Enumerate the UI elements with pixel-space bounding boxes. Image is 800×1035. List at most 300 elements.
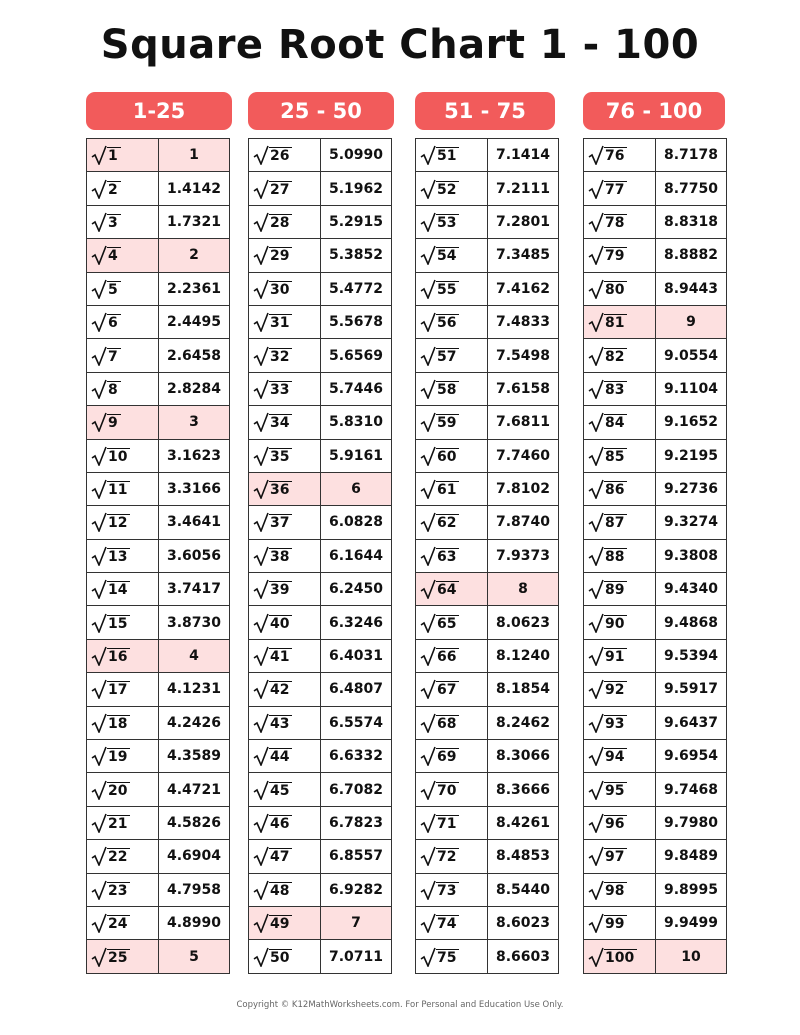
- table-row: [249, 573, 392, 606]
- radical-expression: [91, 479, 130, 499]
- root-value-cell: 6: [321, 472, 392, 505]
- number-cell: [87, 606, 159, 639]
- square-root-icon: [253, 846, 269, 866]
- square-root-icon: [91, 813, 107, 833]
- square-root-icon: [420, 279, 436, 299]
- number-cell: [249, 172, 321, 205]
- square-root-icon: [588, 512, 604, 532]
- root-value-cell: 5.0990: [321, 139, 392, 172]
- table-row: [87, 706, 230, 739]
- root-value-cell: 9.6954: [656, 740, 727, 773]
- table-row: [249, 639, 392, 672]
- table-row: [249, 773, 392, 806]
- radicand: 93: [604, 715, 627, 733]
- square-root-icon: [420, 245, 436, 265]
- radicand: 12: [107, 514, 130, 532]
- radical-expression: [420, 880, 459, 900]
- radical-expression: [91, 346, 121, 366]
- radical-expression: [253, 780, 292, 800]
- radical-expression: [588, 179, 627, 199]
- radicand: 55: [436, 281, 459, 299]
- radical-expression: [588, 679, 627, 699]
- radical-expression: [420, 245, 459, 265]
- number-cell: [87, 539, 159, 572]
- root-value-cell: 3.1623: [159, 439, 230, 472]
- table-row: [416, 506, 559, 539]
- table-row: [584, 773, 727, 806]
- table-row: [87, 439, 230, 472]
- table-row: [584, 706, 727, 739]
- table-row: [584, 639, 727, 672]
- square-root-icon: [420, 880, 436, 900]
- root-value-cell: 9.1652: [656, 406, 727, 439]
- square-root-icon: [588, 412, 604, 432]
- root-value-cell: 2.8284: [159, 372, 230, 405]
- square-root-icon: [91, 479, 107, 499]
- radicand: 84: [604, 414, 627, 432]
- square-root-icon: [91, 846, 107, 866]
- root-value-cell: 6.4807: [321, 673, 392, 706]
- root-value-cell: 5.2915: [321, 205, 392, 238]
- radical-expression: [91, 312, 121, 332]
- table-row: [249, 406, 392, 439]
- number-cell: [249, 806, 321, 839]
- square-root-icon: [588, 179, 604, 199]
- number-cell: [584, 906, 656, 939]
- radicand: 16: [107, 648, 130, 666]
- root-value-cell: 8.6023: [488, 906, 559, 939]
- radicand: 37: [269, 514, 292, 532]
- number-cell: [249, 539, 321, 572]
- table-row: [416, 773, 559, 806]
- table-row: [87, 740, 230, 773]
- number-cell: [249, 305, 321, 338]
- root-value-cell: 8.4261: [488, 806, 559, 839]
- radicand: 44: [269, 748, 292, 766]
- square-root-icon: [588, 479, 604, 499]
- radical-expression: [420, 346, 459, 366]
- root-value-cell: 4.1231: [159, 673, 230, 706]
- table-row: [416, 940, 559, 973]
- number-cell: [87, 372, 159, 405]
- number-cell: [249, 740, 321, 773]
- radicand: 98: [604, 882, 627, 900]
- radicand: 46: [269, 815, 292, 833]
- radical-expression: [588, 312, 627, 332]
- table-row: [87, 406, 230, 439]
- radicand: 34: [269, 414, 292, 432]
- root-value-cell: 7.4833: [488, 305, 559, 338]
- radicand: 58: [436, 381, 459, 399]
- table-row: [416, 639, 559, 672]
- radical-expression: [91, 579, 130, 599]
- radicand: 97: [604, 848, 627, 866]
- root-value-cell: 9.7980: [656, 806, 727, 839]
- radicand: 48: [269, 882, 292, 900]
- table-row: [87, 806, 230, 839]
- radical-expression: [588, 346, 627, 366]
- number-cell: [249, 272, 321, 305]
- radicand: 15: [107, 615, 130, 633]
- table-row: [584, 806, 727, 839]
- root-value-cell: 4.4721: [159, 773, 230, 806]
- number-cell: [249, 673, 321, 706]
- table-row: [584, 239, 727, 272]
- root-value-cell: 6.6332: [321, 740, 392, 773]
- number-cell: [87, 740, 159, 773]
- root-value-cell: 6.1644: [321, 539, 392, 572]
- square-root-icon: [253, 479, 269, 499]
- radicand: 70: [436, 782, 459, 800]
- number-cell: [416, 472, 488, 505]
- radicand: 82: [604, 348, 627, 366]
- radical-expression: [253, 412, 292, 432]
- number-cell: [87, 472, 159, 505]
- number-cell: [584, 406, 656, 439]
- root-value-cell: 6.8557: [321, 840, 392, 873]
- root-value-cell: 9.5394: [656, 639, 727, 672]
- square-root-icon: [253, 579, 269, 599]
- radicand: 14: [107, 581, 130, 599]
- table-row: [87, 272, 230, 305]
- root-value-cell: 3.7417: [159, 573, 230, 606]
- number-cell: [416, 940, 488, 973]
- radicand: 90: [604, 615, 627, 633]
- number-cell: [416, 706, 488, 739]
- table-row: [87, 940, 230, 973]
- number-cell: [249, 773, 321, 806]
- square-root-icon: [588, 713, 604, 733]
- number-cell: [249, 639, 321, 672]
- number-cell: [87, 205, 159, 238]
- radical-expression: [253, 813, 292, 833]
- radicand: 68: [436, 715, 459, 733]
- root-value-cell: 6.2450: [321, 573, 392, 606]
- radicand: 95: [604, 782, 627, 800]
- radical-expression: [588, 846, 627, 866]
- number-cell: [584, 439, 656, 472]
- radical-expression: [253, 212, 292, 232]
- table-row: [584, 406, 727, 439]
- square-root-icon: [588, 813, 604, 833]
- root-value-cell: 7.4162: [488, 272, 559, 305]
- root-value-cell: 8.5440: [488, 873, 559, 906]
- square-root-icon: [253, 245, 269, 265]
- table-row: [416, 906, 559, 939]
- radicand: 73: [436, 882, 459, 900]
- root-value-cell: 2.4495: [159, 305, 230, 338]
- radical-expression: [420, 212, 459, 232]
- square-root-icon: [253, 880, 269, 900]
- number-cell: [249, 840, 321, 873]
- number-cell: [87, 940, 159, 973]
- radical-expression: [91, 780, 130, 800]
- table-row: [416, 406, 559, 439]
- number-cell: [584, 139, 656, 172]
- radicand: 41: [269, 648, 292, 666]
- square-root-icon: [253, 312, 269, 332]
- square-root-icon: [91, 245, 107, 265]
- radical-expression: [253, 546, 292, 566]
- radical-expression: [253, 880, 292, 900]
- radical-expression: [91, 412, 121, 432]
- radical-expression: [420, 546, 459, 566]
- radical-expression: [91, 179, 121, 199]
- radical-expression: [588, 412, 627, 432]
- root-value-cell: 9.5917: [656, 673, 727, 706]
- square-root-icon: [420, 713, 436, 733]
- number-cell: [584, 339, 656, 372]
- root-value-cell: 7.3485: [488, 239, 559, 272]
- radical-expression: [420, 813, 459, 833]
- root-value-cell: 7.1414: [488, 139, 559, 172]
- root-value-cell: 8.0623: [488, 606, 559, 639]
- table-row: [87, 873, 230, 906]
- table-row: [584, 606, 727, 639]
- radical-expression: [420, 679, 459, 699]
- radical-expression: [420, 613, 459, 633]
- number-cell: [249, 239, 321, 272]
- radical-expression: [420, 947, 459, 967]
- radical-expression: [91, 813, 130, 833]
- square-root-icon: [253, 646, 269, 666]
- root-value-cell: 7.6811: [488, 406, 559, 439]
- radical-expression: [253, 913, 292, 933]
- radicand: 60: [436, 448, 459, 466]
- radicand: 32: [269, 348, 292, 366]
- radicand: 89: [604, 581, 627, 599]
- radical-expression: [91, 379, 121, 399]
- table-row: [416, 305, 559, 338]
- root-value-cell: 7.2801: [488, 205, 559, 238]
- root-value-cell: 5.5678: [321, 305, 392, 338]
- radicand: 40: [269, 615, 292, 633]
- number-cell: [249, 873, 321, 906]
- square-root-icon: [91, 346, 107, 366]
- table-row: [584, 873, 727, 906]
- radical-expression: [253, 947, 292, 967]
- radicand: 33: [269, 381, 292, 399]
- radical-expression: [420, 412, 459, 432]
- radical-expression: [253, 746, 292, 766]
- table-row: [249, 139, 392, 172]
- radical-expression: [588, 379, 627, 399]
- root-value-cell: 8: [488, 573, 559, 606]
- root-value-cell: 9.8995: [656, 873, 727, 906]
- number-cell: [584, 873, 656, 906]
- number-cell: [416, 372, 488, 405]
- root-value-cell: 3.4641: [159, 506, 230, 539]
- number-cell: [87, 506, 159, 539]
- radical-expression: [91, 212, 121, 232]
- square-root-icon: [588, 846, 604, 866]
- table-row: [584, 740, 727, 773]
- number-cell: [87, 172, 159, 205]
- number-cell: [249, 205, 321, 238]
- radicand: 13: [107, 548, 130, 566]
- radical-expression: [253, 379, 292, 399]
- table-row: [584, 573, 727, 606]
- table-row: [249, 606, 392, 639]
- table-row: [249, 673, 392, 706]
- table-row: [87, 239, 230, 272]
- radicand: 39: [269, 581, 292, 599]
- number-cell: [584, 172, 656, 205]
- radical-expression: [420, 846, 459, 866]
- square-root-icon: [588, 679, 604, 699]
- root-value-cell: 9.0554: [656, 339, 727, 372]
- square-root-icon: [91, 579, 107, 599]
- page-title: Square Root Chart 1 - 100: [100, 22, 700, 68]
- table-row: [416, 806, 559, 839]
- radicand: 53: [436, 214, 459, 232]
- radical-expression: [253, 479, 292, 499]
- root-value-cell: 8.6603: [488, 940, 559, 973]
- root-value-cell: 1.7321: [159, 205, 230, 238]
- radical-expression: [588, 813, 627, 833]
- square-root-icon: [253, 412, 269, 432]
- number-cell: [416, 439, 488, 472]
- number-cell: [584, 740, 656, 773]
- number-cell: [416, 539, 488, 572]
- root-value-cell: 8.9443: [656, 272, 727, 305]
- number-cell: [249, 139, 321, 172]
- table-row: [87, 506, 230, 539]
- table-row: [416, 272, 559, 305]
- radical-expression: [588, 880, 627, 900]
- radical-expression: [253, 179, 292, 199]
- radicand: 26: [269, 147, 292, 165]
- table-row: [249, 439, 392, 472]
- square-root-icon: [420, 846, 436, 866]
- root-value-cell: 6.9282: [321, 873, 392, 906]
- root-value-cell: 9.9499: [656, 906, 727, 939]
- number-cell: [584, 706, 656, 739]
- radical-expression: [588, 780, 627, 800]
- table-row: [584, 339, 727, 372]
- table-row: [87, 205, 230, 238]
- radical-expression: [588, 279, 627, 299]
- table-row: [416, 606, 559, 639]
- root-value-cell: 8.1240: [488, 639, 559, 672]
- root-value-cell: 5.1962: [321, 172, 392, 205]
- number-cell: [416, 239, 488, 272]
- number-cell: [416, 840, 488, 873]
- root-value-cell: 4: [159, 639, 230, 672]
- radicand: 42: [269, 681, 292, 699]
- root-value-cell: 7.8740: [488, 506, 559, 539]
- root-value-cell: 8.1854: [488, 673, 559, 706]
- radical-expression: [420, 479, 459, 499]
- radicand: 30: [269, 281, 292, 299]
- square-root-icon: [253, 279, 269, 299]
- square-root-icon: [588, 279, 604, 299]
- number-cell: [416, 139, 488, 172]
- square-root-icon: [588, 746, 604, 766]
- root-value-cell: 9.2195: [656, 439, 727, 472]
- table-row: [87, 139, 230, 172]
- square-root-icon: [253, 613, 269, 633]
- number-cell: [87, 639, 159, 672]
- radicand: 80: [604, 281, 627, 299]
- radical-expression: [91, 713, 130, 733]
- radicand: 65: [436, 615, 459, 633]
- radicand: 6: [107, 314, 121, 332]
- radical-expression: [420, 512, 459, 532]
- root-value-cell: 8.7178: [656, 139, 727, 172]
- number-cell: [87, 339, 159, 372]
- radicand: 49: [269, 915, 292, 933]
- radical-expression: [588, 913, 627, 933]
- radicand: 100: [604, 949, 637, 967]
- radicand: 77: [604, 181, 627, 199]
- square-root-icon: [91, 947, 107, 967]
- root-value-cell: 4.3589: [159, 740, 230, 773]
- number-cell: [416, 272, 488, 305]
- number-cell: [584, 773, 656, 806]
- column-header: 51 - 75: [415, 92, 555, 130]
- root-value-cell: 6.7823: [321, 806, 392, 839]
- square-root-icon: [588, 212, 604, 232]
- square-root-icon: [420, 379, 436, 399]
- square-root-icon: [420, 446, 436, 466]
- square-root-icon: [91, 679, 107, 699]
- radical-expression: [588, 479, 627, 499]
- square-root-icon: [253, 746, 269, 766]
- number-cell: [87, 806, 159, 839]
- number-cell: [416, 906, 488, 939]
- radicand: 87: [604, 514, 627, 532]
- number-cell: [87, 439, 159, 472]
- radical-expression: [253, 646, 292, 666]
- number-cell: [249, 506, 321, 539]
- square-root-icon: [91, 145, 107, 165]
- table-row: [416, 706, 559, 739]
- radical-expression: [588, 145, 627, 165]
- square-root-icon: [253, 145, 269, 165]
- number-cell: [87, 305, 159, 338]
- root-value-cell: 3.8730: [159, 606, 230, 639]
- square-root-icon: [253, 446, 269, 466]
- radical-expression: [588, 713, 627, 733]
- number-cell: [87, 906, 159, 939]
- table-row: [416, 673, 559, 706]
- root-value-cell: 7: [321, 906, 392, 939]
- square-root-icon: [91, 613, 107, 633]
- radicand: 71: [436, 815, 459, 833]
- radical-expression: [91, 679, 130, 699]
- table-row: [249, 806, 392, 839]
- radicand: 59: [436, 414, 459, 432]
- radicand: 27: [269, 181, 292, 199]
- radicand: 92: [604, 681, 627, 699]
- table-row: [584, 506, 727, 539]
- radical-expression: [420, 179, 459, 199]
- number-cell: [584, 472, 656, 505]
- root-value-cell: 9.2736: [656, 472, 727, 505]
- table-row: [584, 139, 727, 172]
- radicand: 62: [436, 514, 459, 532]
- square-root-icon: [420, 813, 436, 833]
- number-cell: [416, 339, 488, 372]
- radicand: 51: [436, 147, 459, 165]
- radicand: 24: [107, 915, 130, 933]
- radical-expression: [253, 245, 292, 265]
- square-root-icon: [91, 179, 107, 199]
- radical-expression: [588, 446, 627, 466]
- table-row: [249, 172, 392, 205]
- table-row: [584, 305, 727, 338]
